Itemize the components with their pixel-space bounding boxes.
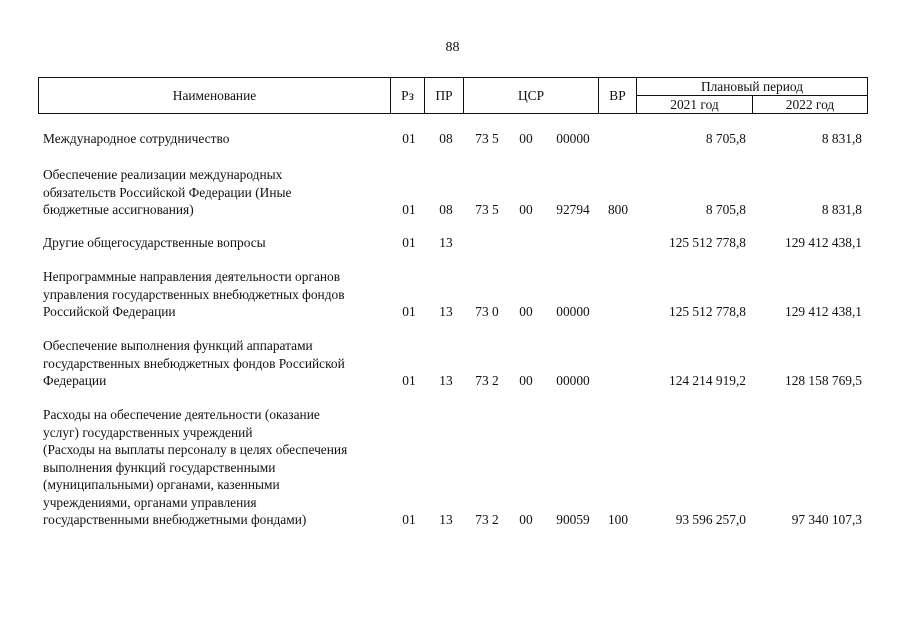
row-csr-direction: 00000 xyxy=(556,131,590,146)
table-row xyxy=(0,406,905,529)
header-vr: ВР xyxy=(599,78,637,114)
row-name xyxy=(43,130,398,148)
row-pr: 08 xyxy=(439,202,453,217)
table-row xyxy=(0,337,905,390)
row-name xyxy=(43,234,398,252)
row-amount-2022: 97 340 107,3 xyxy=(791,512,862,527)
row-name xyxy=(43,268,398,321)
row-csr-subprogram: 00 xyxy=(519,131,533,146)
row-name-line: Международное сотрудничество xyxy=(43,131,230,146)
row-rz: 01 xyxy=(402,235,416,250)
row-name xyxy=(43,166,398,219)
row-pr: 13 xyxy=(439,235,453,250)
row-amount-2022: 8 831,8 xyxy=(821,202,862,217)
table-header xyxy=(38,77,868,114)
row-name-line: Расходы на обеспечение деятельности (оказание xyxy=(43,407,320,422)
header-year-2021: 2021 год xyxy=(637,96,753,114)
row-csr-subprogram: 00 xyxy=(519,202,533,217)
row-name-line: Федерации xyxy=(43,373,107,388)
row-pr: 13 xyxy=(439,373,453,388)
row-csr-direction: 90059 xyxy=(556,512,590,527)
row-name-line: Непрограммные направления деятельности органов xyxy=(43,269,341,284)
row-name-line: услуг) государственных учреждений xyxy=(43,424,253,440)
row-name-line: (Расходы на выплаты персоналу в целях обеспечения xyxy=(43,442,348,457)
row-csr-program: 73 5 xyxy=(475,202,499,217)
row-amount-2021: 8 705,8 xyxy=(705,131,746,146)
row-pr: 13 xyxy=(439,512,453,527)
row-amount-2021: 8 705,8 xyxy=(705,202,746,217)
row-name-line: учреждениями, органами управления xyxy=(43,494,257,510)
row-amount-2022: 129 412 438,1 xyxy=(785,304,862,319)
row-name-line: государственных внебюджетных фондов Российской xyxy=(43,355,345,371)
row-csr-program: 73 2 xyxy=(475,373,499,388)
row-csr-direction: 00000 xyxy=(556,304,590,319)
header-csr: ЦСР xyxy=(464,78,599,114)
row-csr-program: 73 0 xyxy=(475,304,499,319)
table-row xyxy=(0,268,905,321)
row-csr-subprogram: 00 xyxy=(519,304,533,319)
row-rz: 01 xyxy=(402,373,416,388)
row-name-line: выполнения функций государственными xyxy=(43,459,276,475)
row-name-line: Другие общегосударственные вопросы xyxy=(43,235,266,250)
table-row xyxy=(0,130,905,148)
table-row xyxy=(0,166,905,219)
header-year-2022: 2022 год xyxy=(753,96,868,114)
row-name-line: Российской Федерации xyxy=(43,304,176,319)
row-amount-2021: 124 214 919,2 xyxy=(669,373,746,388)
row-name-line: бюджетные ассигнования) xyxy=(43,202,194,217)
row-csr-direction: 92794 xyxy=(556,202,590,217)
row-rz: 01 xyxy=(402,512,416,527)
header-name: Наименование xyxy=(39,78,391,114)
header-rz: Рз xyxy=(391,78,425,114)
row-amount-2021: 125 512 778,8 xyxy=(669,235,746,250)
row-name-line: Обеспечение реализации международных xyxy=(43,167,283,182)
header-planned-period: Плановый период xyxy=(637,78,868,96)
row-name-line: Обеспечение выполнения функций аппаратами xyxy=(43,338,313,353)
row-name-line: государственными внебюджетными фондами) xyxy=(43,512,307,527)
row-name-line: обязательств Российской Федерации (Иные xyxy=(43,184,292,200)
row-name xyxy=(43,406,398,529)
row-csr-subprogram: 00 xyxy=(519,373,533,388)
row-vr: 100 xyxy=(607,512,629,527)
row-name-line: управления государственных внебюджетных фондов xyxy=(43,286,345,302)
row-amount-2022: 128 158 769,5 xyxy=(785,373,862,388)
row-rz: 01 xyxy=(402,202,416,217)
row-csr-direction: 00000 xyxy=(556,373,590,388)
row-csr-subprogram: 00 xyxy=(519,512,533,527)
row-csr-program: 73 2 xyxy=(475,512,499,527)
header-pr: ПР xyxy=(425,78,464,114)
row-amount-2022: 129 412 438,1 xyxy=(785,235,862,250)
table-row xyxy=(0,234,905,252)
page-number: 88 xyxy=(445,40,460,55)
row-amount-2022: 8 831,8 xyxy=(821,131,862,146)
row-amount-2021: 93 596 257,0 xyxy=(675,512,746,527)
row-pr: 08 xyxy=(439,131,453,146)
row-csr-program: 73 5 xyxy=(475,131,499,146)
row-rz: 01 xyxy=(402,304,416,319)
row-rz: 01 xyxy=(402,131,416,146)
row-name xyxy=(43,337,398,390)
row-pr: 13 xyxy=(439,304,453,319)
row-amount-2021: 125 512 778,8 xyxy=(669,304,746,319)
row-vr: 800 xyxy=(607,202,629,217)
row-name-line: (муниципальными) органами, казенными xyxy=(43,477,280,492)
